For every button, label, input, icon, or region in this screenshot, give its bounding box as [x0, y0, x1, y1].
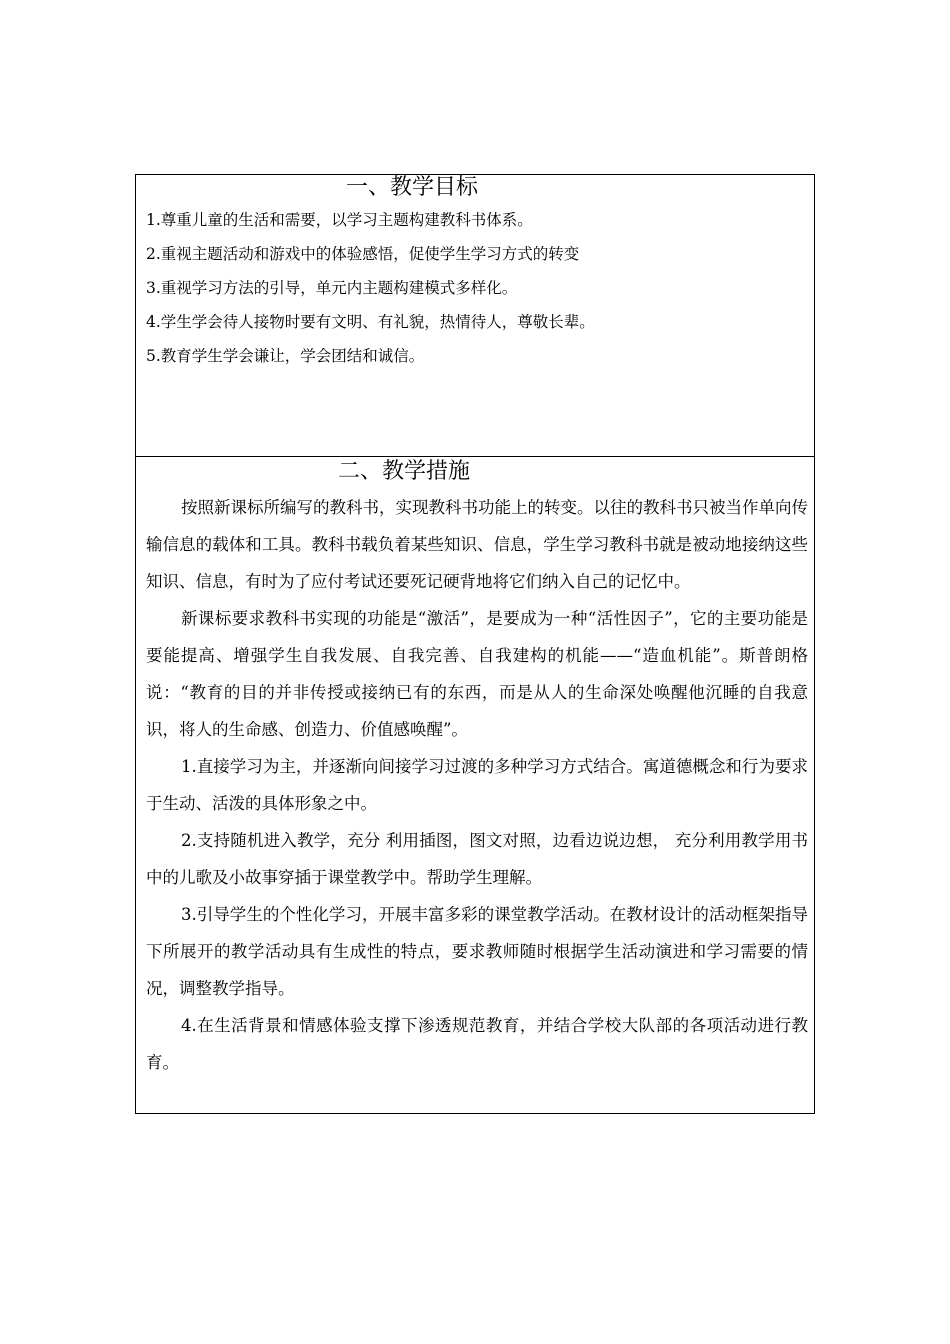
- teaching-goals-title: 一、教学目标: [346, 175, 479, 200]
- measures-paragraph-4: 2.支持随机进入教学，充分 利用插图，图文对照，边看边说边想， 充分利用教学用书中的儿歌及小故事穿插于课堂教学中。帮助学生理解。: [146, 831, 808, 887]
- teaching-measures-title: 二、教学措施: [338, 459, 471, 484]
- measures-paragraph-5: 3.引导学生的个性化学习，开展丰富多彩的课堂教学活动。在教材设计的活动框架指导下所展开的教学活动具有生成性的特点，要求教师随时根据学生活动演进和学习需要的情况，调整教学指导。: [146, 905, 808, 998]
- goal-item-4: 4.学生学会待人接物时要有文明、有礼貌，热情待人，尊敬长辈。: [146, 313, 595, 331]
- goal-item-5: 5.教育学生学会谦让，学会团结和诚信。: [146, 347, 425, 365]
- measures-paragraph-2: 新课标要求教科书实现的功能是“激活”，是要成为一种“活性因子”，它的主要功能是要能提高、增强学生自我发展、自我完善、自我建构的机能——“造血机能”。斯普朗格说：“教育的目的并非传授或接纳已有的东西，而是从人的生命深处唤醒他沉睡的自我意识，将人的生命感、创造力、价值感唤醒”。: [146, 609, 808, 739]
- plan-table: [135, 174, 815, 1114]
- measures-paragraph-3: 1.直接学习为主，并逐渐向间接学习过渡的多种学习方式结合。寓道德概念和行为要求于生动、活泼的具体形象之中。: [146, 757, 808, 813]
- goal-item-3: 3.重视学习方法的引导，单元内主题构建模式多样化。: [146, 279, 518, 297]
- measures-body: [146, 489, 808, 1081]
- teaching-measures-section: [136, 457, 814, 1113]
- goal-item-2: 2.重视主题活动和游戏中的体验感悟，促使学生学习方式的转变: [146, 245, 580, 263]
- measures-paragraph-1: 按照新课标所编写的教科书，实现教科书功能上的转变。以往的教科书只被当作单向传输信息的载体和工具。教科书载负着某些知识、信息，学生学习教科书就是被动地接纳这些知识、信息，有时为了应付考试还要死记硬背地将它们纳入自己的记忆中。: [146, 498, 808, 591]
- measures-paragraph-6: 4.在生活背景和情感体验支撑下渗透规范教育，并结合学校大队部的各项活动进行教育。: [146, 1016, 808, 1072]
- goal-item-1: 1.尊重儿童的生活和需要，以学习主题构建教科书体系。: [146, 211, 533, 229]
- teaching-goals-section: [136, 175, 814, 457]
- goals-list: [146, 203, 595, 373]
